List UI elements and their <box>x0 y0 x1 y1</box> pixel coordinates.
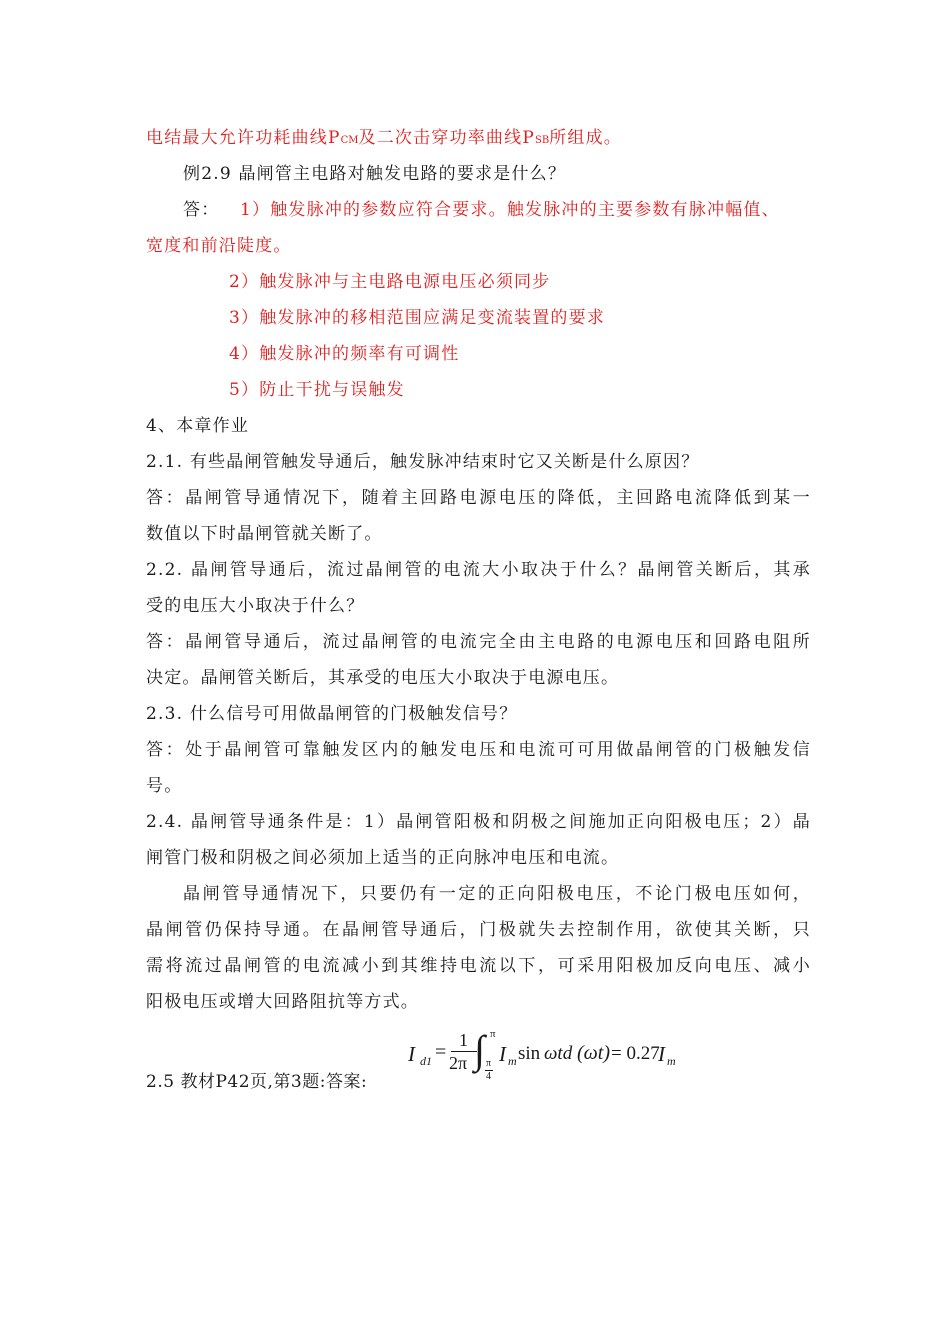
example-2-9-answer-1 <box>183 198 811 222</box>
fraction-numerator: 1 <box>459 1030 468 1050</box>
answer-2-3-line-2: 号。 <box>146 776 183 796</box>
integrand-symbol: I <box>499 1042 506 1066</box>
text-fragment: 所组成。 <box>549 128 622 148</box>
result-symbol: I <box>658 1042 665 1066</box>
formula-result: = 0.27 <box>611 1043 660 1064</box>
example-2-9-question: 例2.9 晶闸管主电路对触发电路的要求是什么？ <box>183 164 567 184</box>
integrand-subscript: m <box>508 1054 517 1068</box>
question-2-3: 2.3. 什么信号可用做晶闸管的门极触发信号？ <box>146 704 518 724</box>
question-2-5: 2.5 教材P42页,第3题:答案: <box>146 1072 368 1092</box>
question-2-2-line-2: 受的电压大小取决于什么？ <box>146 596 365 616</box>
question-2-4-line-1: 2.4. 晶闸管导通条件是：1）晶闸管阳极和阴极之间施加正向阳极电压；2）晶 <box>146 812 811 832</box>
text-fragment: 电结最大允许功耗曲线P <box>146 128 341 148</box>
result-subscript: m <box>667 1054 676 1068</box>
answer-item-1-cont: 宽度和前沿陡度。 <box>146 236 292 256</box>
answer-item-2: 2）触发脉冲与主电路电源电压必须同步 <box>229 272 551 292</box>
sin-function: sin <box>518 1043 541 1064</box>
question-2-2-line-1: 2.2. 晶闸管导通后，流过晶闸管的电流大小取决于什么？晶闸管关断后，其承 <box>146 560 811 580</box>
paragraph-2-4-line-3: 需将流过晶闸管的电流减小到其维持电流以下，可采用阳极加反向电压、减小 <box>146 956 811 976</box>
question-2-4-line-2: 闸管门极和阴极之间必须加上适当的正向脉冲电压和电流。 <box>146 848 620 868</box>
answer-2-1-line-2: 数值以下时晶闸管就关断了。 <box>146 524 383 544</box>
section-heading: 4、本章作业 <box>146 416 250 436</box>
answer-item-1: 1）触发脉冲的参数应符合要求。触发脉冲的主要参数有脉冲幅值、 <box>240 200 780 220</box>
text-fragment: 及二次击穿功率曲线P <box>358 128 535 148</box>
formula-symbol: I <box>408 1042 415 1066</box>
integral-lower-denominator: 4 <box>486 1071 491 1082</box>
paragraph-2-4-line-4: 阳极电压或增大回路阻抗等方式。 <box>146 992 419 1012</box>
answer-item-4: 4）触发脉冲的频率有可调性 <box>229 344 460 364</box>
integral-upper-limit: π <box>490 1028 496 1040</box>
subscript-sb: SB <box>534 135 550 146</box>
answer-prefix: 答： <box>183 200 220 220</box>
integral-formula <box>408 1027 688 1094</box>
subscript-cm: CM <box>340 135 359 146</box>
answer-2-3-line-1: 答：处于晶闸管可靠触发区内的触发电压和电流可可用做晶闸管的门极触发信 <box>146 740 811 760</box>
question-2-1: 2.1. 有些晶闸管触发导通后，触发脉冲结束时它又关断是什么原因？ <box>146 452 700 472</box>
red-line-1 <box>146 126 811 153</box>
answer-item-5: 5）防止干扰与误触发 <box>229 380 405 400</box>
formula-equals: = <box>435 1041 447 1063</box>
answer-item-3: 3）触发脉冲的移相范围应满足变流装置的要求 <box>229 308 606 328</box>
integral-lower-numerator: π <box>486 1058 492 1069</box>
answer-2-2-line-2: 决定。晶闸管关断后，其承受的电压大小取决于电源电压。 <box>146 668 620 688</box>
fraction-denominator: 2π <box>449 1053 468 1073</box>
answer-2-2-line-1: 答：晶闸管导通后，流过晶闸管的电流完全由主电路的电源电压和回路电阻所 <box>146 632 811 652</box>
formula-subscript: d1 <box>420 1054 432 1068</box>
paragraph-2-4-line-1: 晶闸管导通情况下，只要仍有一定的正向阳极电压，不论门极电压如何， <box>183 884 811 904</box>
integral-sign-icon: ∫ <box>474 1027 485 1072</box>
paragraph-2-4-line-2: 晶闸管仍保持导通。在晶闸管导通后，门极就失去控制作用，欲使其关断，只 <box>146 920 811 940</box>
omega-t-paren: (ωt) <box>577 1042 610 1064</box>
omega-t-d: ωtd <box>544 1043 573 1064</box>
answer-2-1-line-1: 答：晶闸管导通情况下，随着主回路电源电压的降低，主回路电流降低到某一 <box>146 488 811 508</box>
